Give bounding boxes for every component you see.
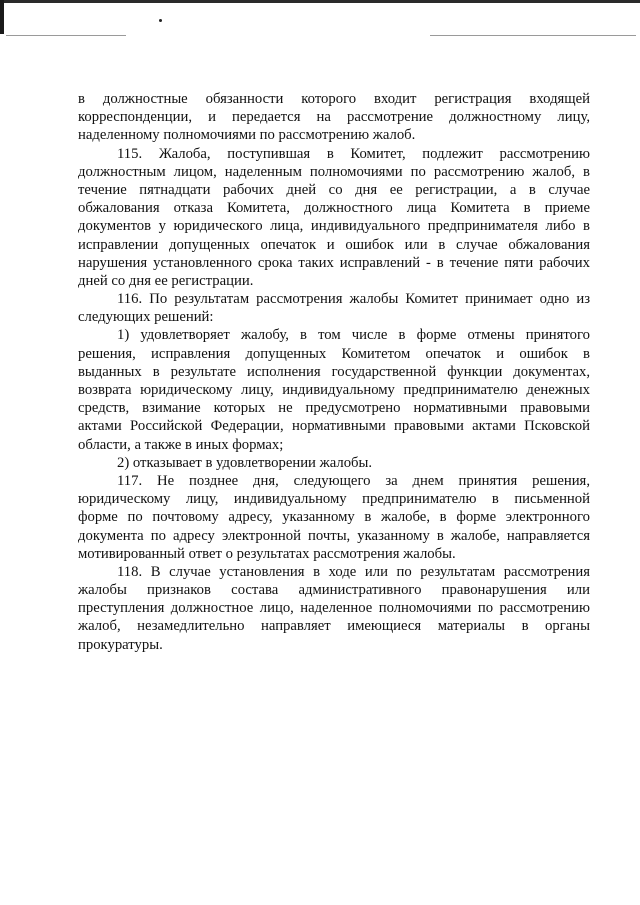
text-line: документа по адресу электронной почты, указанному в жалобе, направляется xyxy=(78,527,590,544)
text-line: области, а также в иных формах; xyxy=(78,436,284,453)
text-line: 117. Не позднее дня, следующего за днем принятия решения, xyxy=(117,472,590,489)
text-line: 1) удовлетворяет жалобу, в том числе в форме отмены принятого xyxy=(117,327,590,344)
document-page xyxy=(78,90,590,654)
paragraph-115 xyxy=(78,145,590,291)
paragraph-118 xyxy=(78,563,590,654)
text-line: прокуратуры. xyxy=(78,636,163,653)
scan-edge-left xyxy=(0,0,4,34)
text-line: выданных в результате исполнения государственной функции документах, xyxy=(78,363,590,380)
text-line: должностным лицом, наделенным полномочиями по рассмотрению жалоб, в xyxy=(78,163,590,180)
text-line: в должностные обязанности которого входит регистрация входящей xyxy=(78,91,590,107)
text-line: жалобы признаков состава административного правонарушения или xyxy=(78,582,590,599)
text-line: 116. По результатам рассмотрения жалобы Комитет принимает одно из xyxy=(117,291,590,308)
text-line: средств, взимание которых не предусмотрено нормативными правовыми xyxy=(78,400,590,417)
paragraph-117 xyxy=(78,472,590,563)
list-item-1 xyxy=(78,326,590,453)
text-line: форме по почтовому адресу, указанному в жалобе, в форме электронного xyxy=(78,509,590,526)
list-item-2 xyxy=(78,454,590,472)
text-line: документов у юридического лица, индивидуального предпринимателя либо в xyxy=(78,218,590,235)
text-line: жалоб, незамедлительно направляет имеющиеся материалы в органы xyxy=(78,618,590,635)
text-line: преступления должностное лицо, наделенное полномочиями по рассмотрению xyxy=(78,600,590,617)
text-line: корреспонденции, и передается на рассмотрение должностному лицу, xyxy=(78,109,590,126)
text-line: возврата юридическому лицу, индивидуальному предпринимателю денежных xyxy=(78,382,590,398)
text-line: наделенному полномочиями по рассмотрению жалоб. xyxy=(78,127,416,144)
scan-speck xyxy=(159,19,162,22)
text-line: 115. Жалоба, поступившая в Комитет, подлежит рассмотрению xyxy=(117,145,590,162)
text-line: 2) отказывает в удовлетворении жалобы. xyxy=(117,454,373,471)
text-line: юридическому лицу, индивидуальному предпринимателю в письменной xyxy=(78,491,590,508)
text-line: следующих решений: xyxy=(78,309,214,326)
text-line: актами Российской Федерации, нормативными правовыми актами Псковской xyxy=(78,418,590,435)
scan-rule-right xyxy=(430,35,636,36)
text-line: обжалования отказа Комитета, должностного лица Комитета в приеме xyxy=(78,200,590,217)
scan-rule-left xyxy=(6,35,126,36)
paragraph-116 xyxy=(78,290,590,326)
text-line: исправлении допущенных опечаток и ошибок или в случае обжалования xyxy=(78,236,590,253)
text-line: решения, исправления допущенных Комитетом опечаток и ошибок в xyxy=(78,345,590,362)
text-line: мотивированный ответ о результатах рассмотрения жалобы. xyxy=(78,545,456,562)
scan-edge-top xyxy=(0,0,640,3)
text-line: 118. В случае установления в ходе или по результатам рассмотрения xyxy=(117,563,590,580)
text-line: нарушения установленного срока таких исправлений - в течение пяти рабочих xyxy=(78,254,590,271)
paragraph-continuation xyxy=(78,90,590,145)
text-line: течение пятнадцати рабочих дней со дня ее регистрации, а в случае xyxy=(78,181,590,198)
text-line: дней со дня ее регистрации. xyxy=(78,272,254,289)
